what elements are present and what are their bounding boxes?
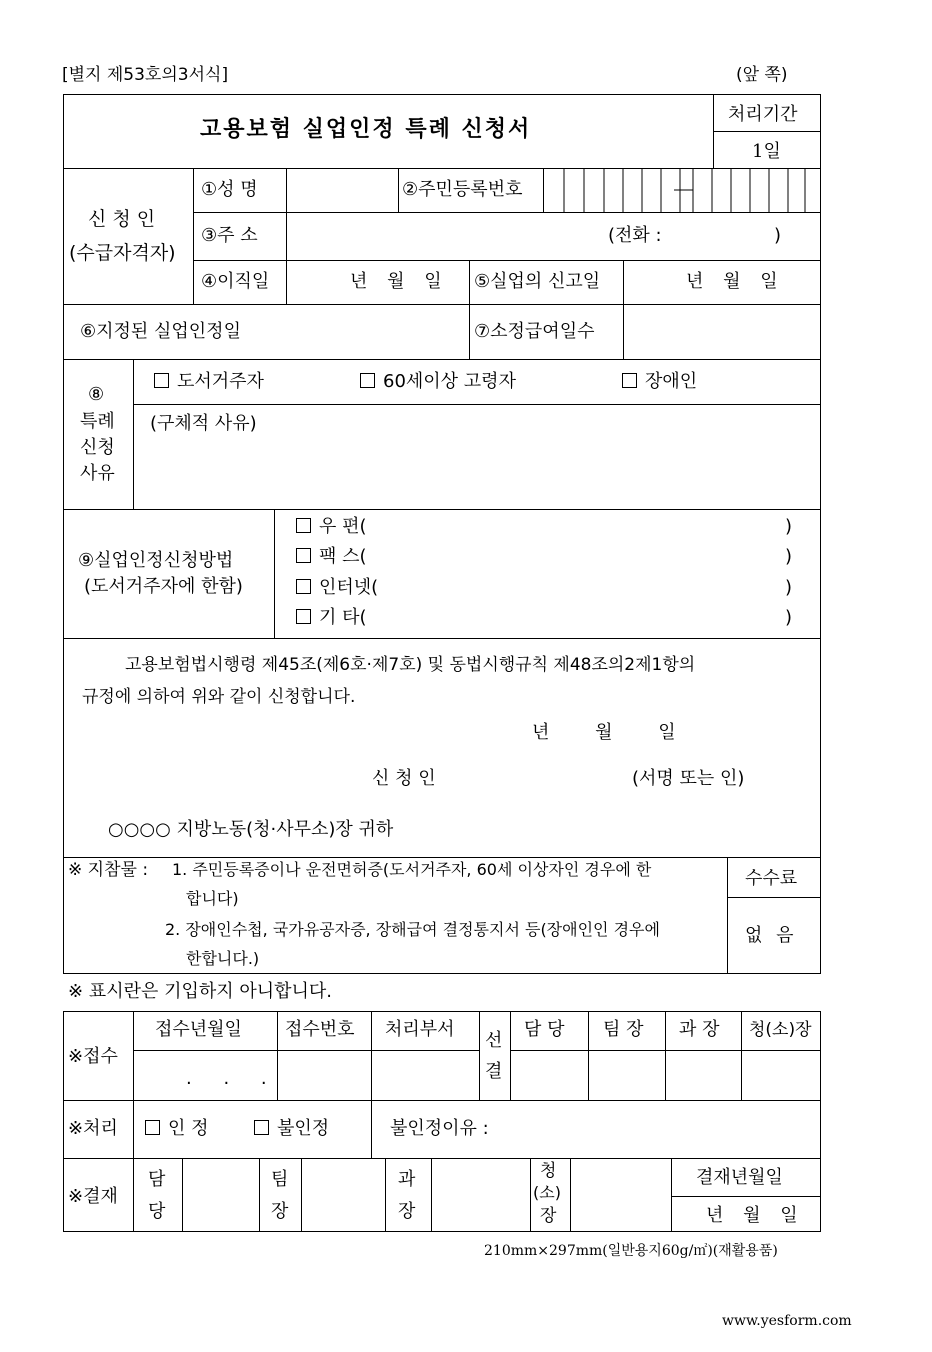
declaration-applicant: 신 청 인 (372, 768, 436, 789)
address-input[interactable] (287, 213, 597, 259)
attachments-item1: 1. 주민등록증이나 운전면허증(도서거주자, 60세 이상자인 경우에 한 (172, 860, 652, 879)
checkbox-icon (360, 373, 375, 388)
paper-spec: 210mm×297mm(일반용지60g/㎡)(재활용품) (484, 1243, 778, 1259)
declaration-date[interactable]: 년 월 일 (532, 722, 676, 743)
applicant-section-sub: (수급자격자) (69, 242, 176, 264)
phone-close: ) (774, 225, 782, 246)
sign-date-label: 결재년월일 (696, 1167, 783, 1188)
special-line2: 신청 (80, 437, 115, 458)
processing-value: 1일 (752, 141, 781, 162)
fee-value: 없 음 (745, 925, 794, 946)
method-option-mail[interactable]: 우 편( (296, 516, 367, 538)
method-label: ⑨실업인정신청방법 (78, 550, 234, 571)
special-line1: 특례 (80, 411, 115, 432)
sign-team-1: 팀 (271, 1169, 289, 1190)
name-label: ①성 명 (201, 179, 258, 200)
attachments-label: ※ 지참물 : (68, 860, 149, 880)
checkbox-icon (154, 373, 169, 388)
checkbox-icon (296, 609, 311, 624)
sign-office-2: (소) (533, 1183, 561, 1202)
resign-date[interactable]: 년 월 일 (350, 271, 442, 292)
attachments-item1b: 합니다) (186, 889, 239, 908)
special-option-elderly[interactable]: 60세이상 고령자 (360, 371, 516, 393)
checkbox-icon (296, 579, 311, 594)
declaration-addressee: ○○○○ 지방노동(청·사무소)장 귀하 (108, 819, 394, 840)
receipt-number-input[interactable] (278, 1051, 370, 1099)
approval-label-2: 결 (485, 1061, 503, 1082)
special-num: ⑧ (88, 384, 105, 405)
processing-label: 처리기간 (728, 104, 798, 125)
process-option-reject[interactable]: 불인정 (254, 1118, 329, 1140)
process-label: ※처리 (68, 1118, 118, 1139)
declaration-sign[interactable]: (서명 또는 인) (632, 768, 745, 789)
approval-label-1: 선 (485, 1030, 503, 1051)
approver-team-lead: 팀 장 (603, 1019, 644, 1040)
method-sub: (도서거주자에 한함) (84, 576, 243, 597)
designated-input[interactable] (287, 305, 468, 358)
sign-staff-2: 당 (148, 1201, 166, 1222)
rrn-label: ②주민등록번호 (402, 179, 523, 200)
method-close: ) (785, 546, 793, 567)
form-label: [별지 제53호의3서식] (62, 65, 229, 85)
method-option-other[interactable]: 기 타( (296, 607, 367, 629)
method-close: ) (785, 516, 793, 537)
method-option-fax[interactable]: 팩 스( (296, 546, 367, 568)
sign-staff-1: 담 (148, 1169, 166, 1190)
reject-reason-label: 불인정이유 : (390, 1118, 489, 1139)
fee-label: 수수료 (745, 868, 798, 889)
checkbox-icon (296, 518, 311, 533)
sign-team-2: 장 (271, 1201, 289, 1222)
form-title: 고용보험 실업인정 특례 신청서 (200, 116, 532, 142)
attachments-item2: 2. 장애인수첩, 국가유공자증, 장해급여 결정통지서 등(장애인인 경우에 (165, 920, 660, 939)
benefit-days-label: ⑦소정급여일수 (474, 321, 595, 342)
special-option-disabled[interactable]: 장애인 (622, 371, 697, 393)
report-label: ⑤실업의 신고일 (474, 271, 601, 292)
benefit-days-input[interactable] (624, 305, 819, 358)
rrn-input[interactable] (543, 168, 820, 212)
receipt-col-dept: 처리부서 (385, 1019, 455, 1040)
special-line3: 사유 (80, 463, 115, 484)
checkbox-icon (254, 1120, 269, 1135)
report-date[interactable]: 년 월 일 (686, 271, 778, 292)
receipt-col-date: 접수년월일 (155, 1019, 242, 1040)
resign-label: ④이직일 (201, 271, 270, 292)
sign-office-3: 장 (540, 1206, 557, 1226)
method-close: ) (785, 607, 793, 628)
method-close: ) (785, 577, 793, 598)
checkbox-icon (296, 548, 311, 563)
sign-section-2: 장 (398, 1201, 416, 1222)
checkbox-icon (622, 373, 637, 388)
receipt-date[interactable]: . . . (186, 1068, 267, 1089)
sign-date[interactable]: 년 월 일 (706, 1205, 798, 1226)
approver-staff: 담 당 (524, 1019, 565, 1040)
special-option-island[interactable]: 도서거주자 (154, 371, 264, 393)
designated-label: ⑥지정된 실업인정일 (80, 321, 241, 342)
special-detail-label: (구체적 사유) (150, 413, 257, 434)
address-label: ③주 소 (201, 225, 258, 246)
attachments-item2b: 한합니다.) (186, 949, 260, 968)
checkbox-icon (145, 1120, 160, 1135)
phone-label: (전화 : (608, 225, 662, 246)
site-url: www.yesform.com (722, 1313, 852, 1329)
receipt-label: ※접수 (68, 1046, 118, 1067)
page-side: (앞 쪽) (736, 65, 788, 85)
approver-office-head: 청(소)장 (749, 1020, 812, 1040)
sign-office-1: 청 (540, 1161, 557, 1181)
applicant-section: 신 청 인 (88, 208, 156, 230)
special-detail-input[interactable] (134, 440, 818, 506)
method-option-internet[interactable]: 인터넷( (296, 577, 378, 599)
declaration-line2: 규정에 의하여 위와 같이 신청합니다. (82, 687, 356, 707)
sign-section-1: 과 (398, 1169, 416, 1190)
declaration-line1: 고용보험법시행령 제45조(제6호·제7호) 및 동법시행규칙 제48조의2제1항의 (125, 655, 696, 675)
process-option-approve[interactable]: 인 정 (145, 1118, 209, 1140)
receipt-dept-input[interactable] (372, 1051, 478, 1099)
sign-label: ※결재 (68, 1186, 118, 1207)
approver-section-head: 과 장 (679, 1019, 720, 1040)
receipt-col-number: 접수번호 (285, 1019, 355, 1040)
office-note: ※ 표시란은 기입하지 아니합니다. (68, 981, 333, 1002)
